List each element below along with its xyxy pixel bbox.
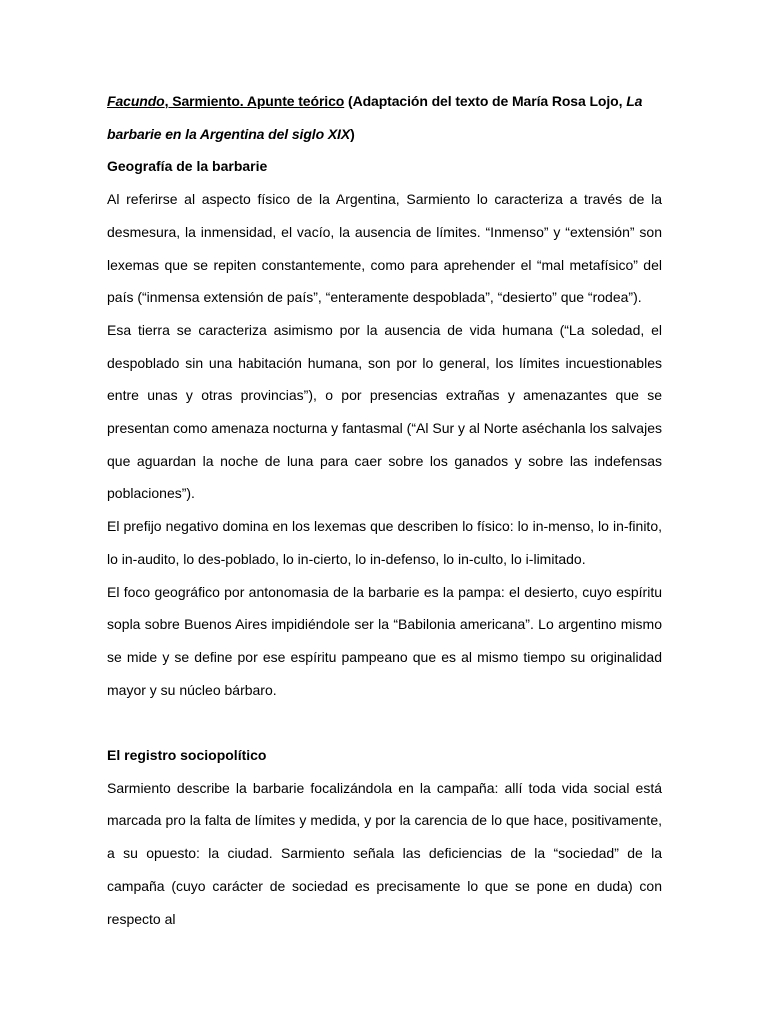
title-work: Facundo (107, 93, 165, 109)
section-heading: Geografía de la barbarie (107, 158, 268, 175)
section-geografia (107, 150, 662, 706)
document-page (107, 85, 662, 935)
section-registro-sociopolitico (107, 739, 662, 935)
paragraph: Al referirse al aspecto físico de la Argentina, Sarmiento lo caracteriza a través de la desmesura, la inmensidad, el vacío, la ausencia de límites. “Inmenso” y “extensión” son lexemas que se repiten constantemente, como para aprehender el “mal metafísico” del país (“inmensa extensión de país”, “enteramente despoblada”, “desierto” que “rodea”). (107, 191, 662, 306)
title-adaptation-prefix: (Adaptación del texto de María Rosa Lojo, (344, 93, 627, 109)
paragraph: El foco geográfico por antonomasia de la barbarie es la pampa: el desierto, cuyo espíritu sopla sobre Buenos Aires impidiéndole ser la “Babilonia americana”. Lo argentino mismo se mide y se define por ese espíritu pampeano que es al mismo tiempo su originalidad mayor y su núcleo bárbaro. (107, 583, 662, 698)
title-closing: ) (350, 125, 355, 142)
paragraph: Esa tierra se caracteriza asimismo por la ausencia de vida humana (“La soledad, el despoblado sin una habitación humana, son por lo general, los límites incuestionables entre unas y otras provincias”), o por presencias extrañas y amenazantes que se presentan como amenaza nocturna y fantasmal (“Al Sur y al Norte aséchanla los salvajes que aguardan la noche de luna para caer sobre los ganados y sobre las indefensas poblaciones”). (107, 321, 662, 502)
title-author-segment: , Sarmiento. Apunte teórico (164, 93, 345, 109)
section-heading: El registro sociopolítico (107, 747, 267, 764)
paragraph: Sarmiento describe la barbarie focalizándola en la campaña: allí toda vida social está marcada pro la falta de límites y medida, y por la carencia de lo que hace, positivamente, a su opuesto: la ciudad. Sarmiento señala las deficiencias de la “sociedad” de la campaña (cuyo carácter de sociedad es precisamente lo que se pone en duda) con respecto al (107, 779, 662, 927)
section-spacer (107, 706, 662, 739)
title-source-title: La barbarie en la Argentina del siglo XIX (107, 93, 643, 142)
document-title (107, 85, 662, 150)
paragraph: El prefijo negativo domina en los lexemas que describen lo físico: lo in-menso, lo in-finito, lo in-audito, lo des-poblado, lo in-cierto, lo in-defenso, lo in-culto, lo i-limitado. (107, 518, 662, 567)
